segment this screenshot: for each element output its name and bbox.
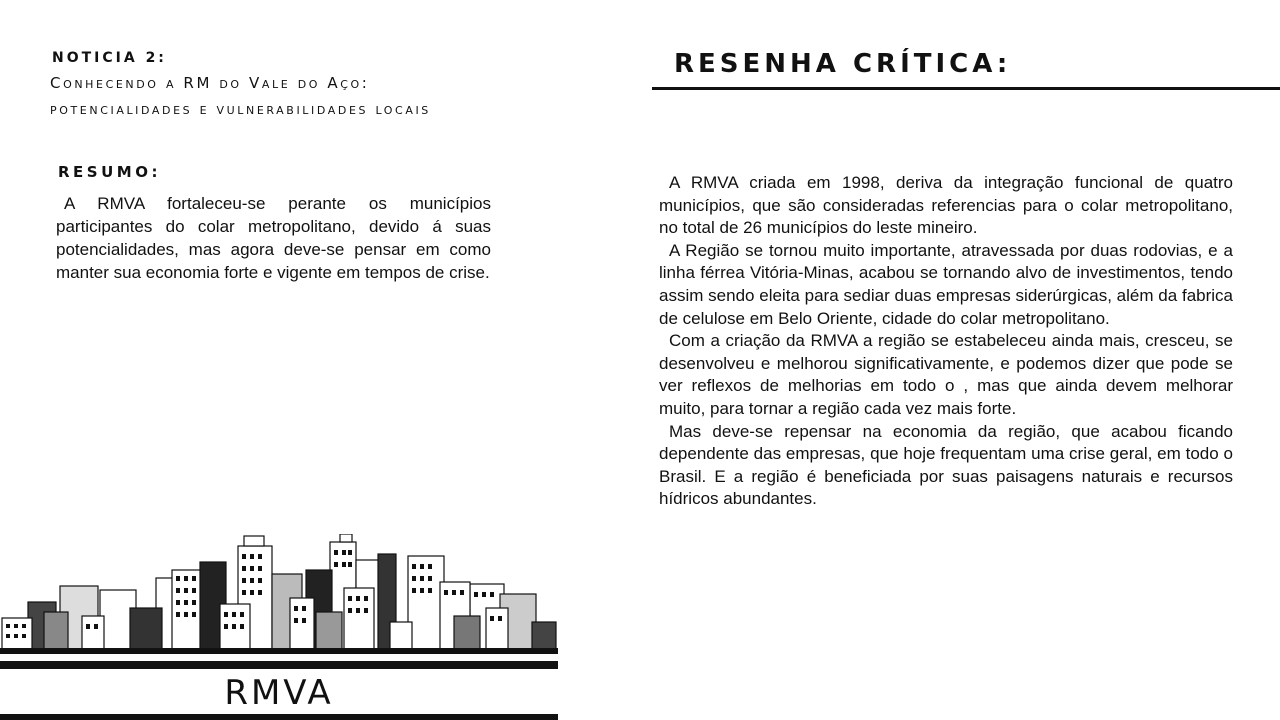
- resenha-paragraph-2: A Região se tornou muito importante, atravessada por duas rodovias, e a linha férrea Vitória-Minas, acabou se tornando alvo de investimentos, tendo assim sendo eleita para sediar duas empresas siderúrgicas, além da fabrica de celulose em Belo Oriente, cidade do colar metropolitano.: [659, 240, 1233, 328]
- city-skyline-illustration: [0, 534, 560, 650]
- banner-rule-top: [0, 648, 558, 654]
- banner-title: RMVA: [224, 673, 334, 713]
- resenha-paragraph-4: Mas deve-se repensar na economia da região, que acabou ficando dependente das empresas, que hoje frequentam uma crise geral, em todo o Brasil. E a região é beneficiada por suas paisagens naturais e recursos hídricos abundantes.: [659, 421, 1233, 509]
- resenha-rule: [652, 87, 1280, 90]
- resumo-text: A RMVA fortaleceu-se perante os municípios participantes do colar metropolitano, devido á suas potencialidades, mas agora deve-se pensar em como manter sua economia forte e vigente em tempos de crise.: [56, 194, 491, 282]
- banner-rule-middle: [0, 661, 558, 669]
- resumo-label: RESUMO:: [58, 163, 161, 181]
- resenha-body: [659, 172, 1233, 511]
- noticia-title: Conhecendo a RM do Vale do Aço: potencialidades e vulnerabilidades locais: [50, 74, 431, 118]
- resenha-paragraph-3: Com a criação da RMVA a região se estabeleceu ainda mais, cresceu, se desenvolveu e melhorou significativamente, e podemos dizer que pode se ver reflexos de melhorias em todo o , mas que ainda devem melhorar muito, para tornar a região cada vez mais forte.: [659, 331, 1233, 418]
- banner-rule-bottom: [0, 714, 558, 720]
- noticia-label: NOTICIA 2:: [52, 50, 167, 66]
- resenha-paragraph-1: A RMVA criada em 1998, deriva da integração funcional de quatro municípios, que são consideradas referencias para o colar metropolitano, no total de 26 municípios do leste mineiro.: [659, 173, 1233, 238]
- resenha-title: RESENHA CRÍTICA:: [674, 49, 1012, 79]
